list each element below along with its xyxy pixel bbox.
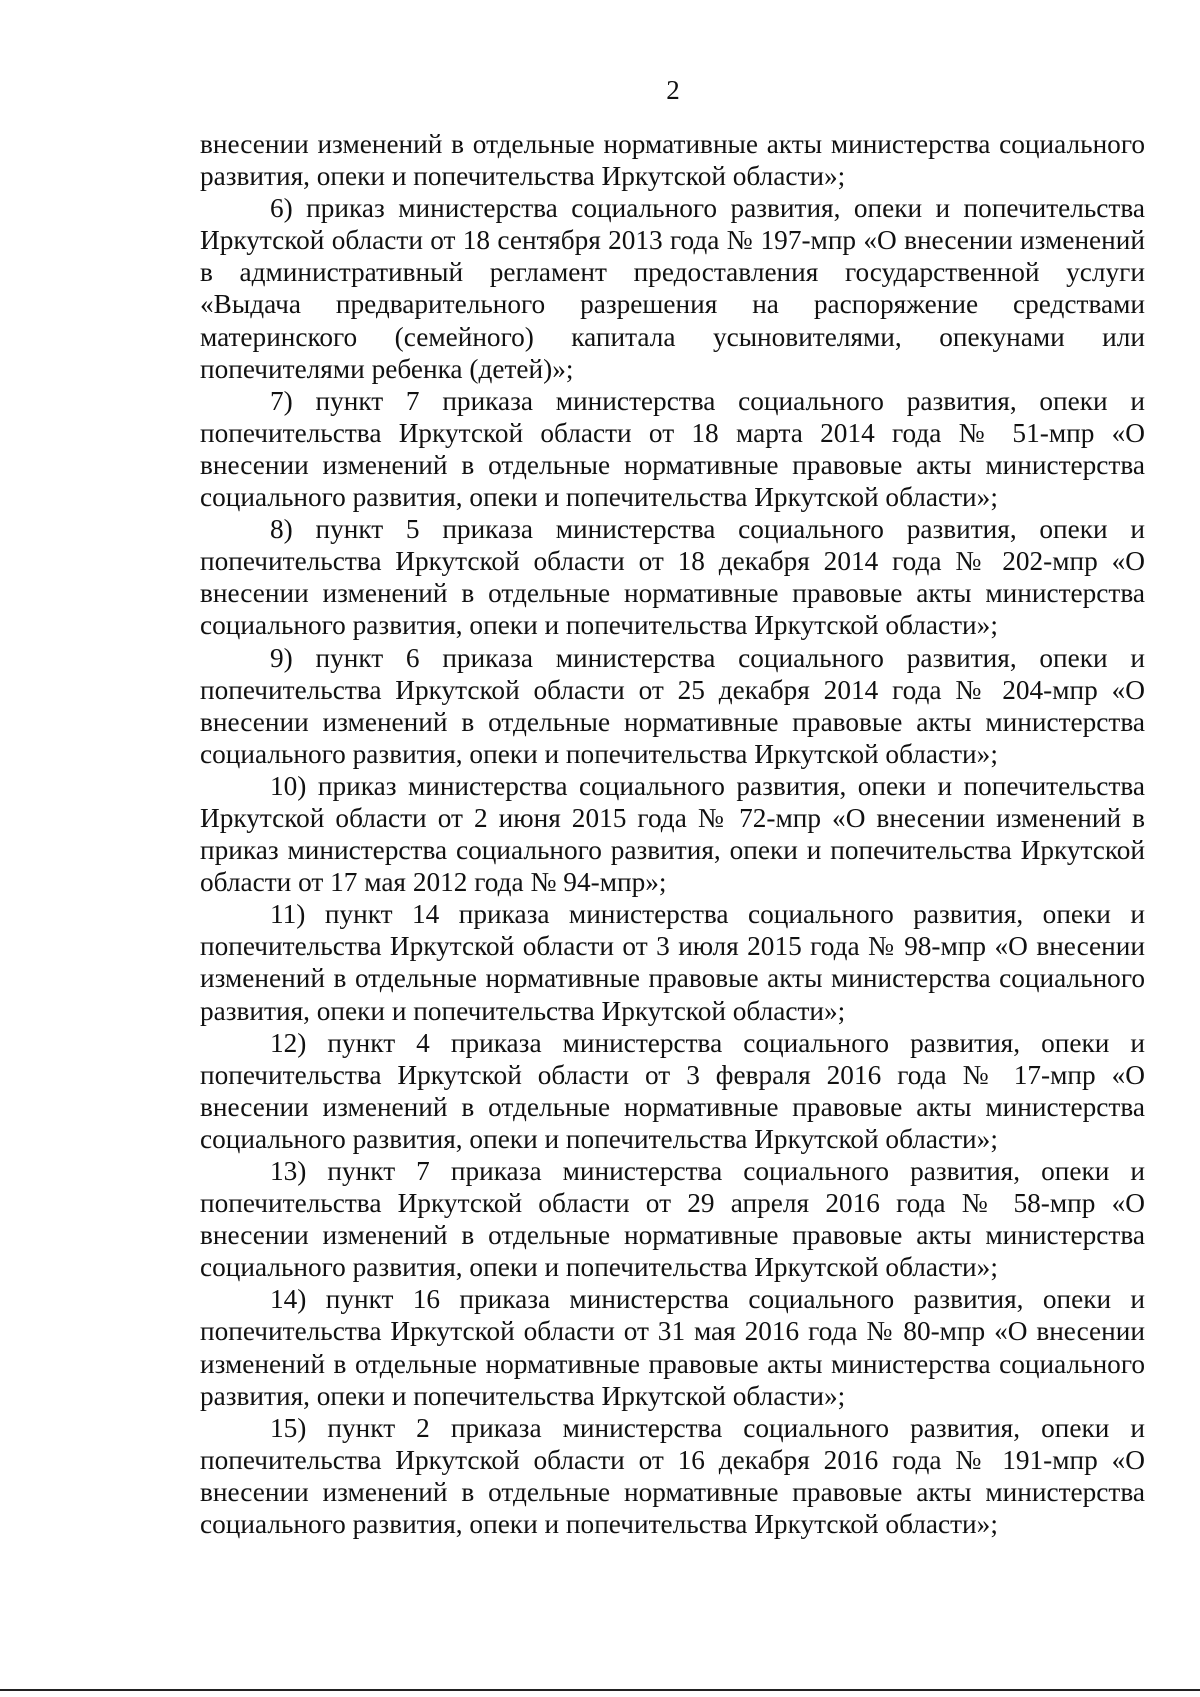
paragraph-continued: внесении изменений в отдельные нормативные акты министерства социального развития, опеки и попечительства Иркутской области»; bbox=[200, 129, 1145, 192]
document-body bbox=[200, 128, 1145, 1540]
bottom-scan-edge bbox=[0, 1689, 1200, 1691]
list-item-7: 7) пункт 7 приказа министерства социального развития, опеки и попечительства Иркутской области от 18 марта 2014 года № 51-мпр «О внесении изменений в отдельные нормативные правовые акты министерства социального развития, опеки и попечительства Иркутской области»; bbox=[200, 385, 1145, 513]
list-item-10: 10) приказ министерства социального развития, опеки и попечительства Иркутской области от 2 июня 2015 года № 72-мпр «О внесении изменений в приказ министерства социального развития, опеки и попечительства Иркутской области от 17 мая 2012 года № 94-мпр»; bbox=[200, 770, 1145, 898]
list-item-14: 14) пункт 16 приказа министерства социального развития, опеки и попечительства Иркутской области от 31 мая 2016 года № 80-мпр «О внесении изменений в отдельные нормативные правовые акты министерства социального развития, опеки и попечительства Иркутской области»; bbox=[200, 1284, 1145, 1411]
list-item-6: 6) приказ министерства социального развития, опеки и попечительства Иркутской области от 18 сентября 2013 года № 197-мпр «О внесении изменений в административный регламент предоставления государственной услуги «Выдача предварительного разрешения на распоряжение средствами материнского (семейного) капитала усыновителями, опекунами или попечителями ребенка (детей)»; bbox=[200, 193, 1145, 384]
list-item-12: 12) пункт 4 приказа министерства социального развития, опеки и попечительства Иркутской области от 3 февраля 2016 года № 17-мпр «О внесении изменений в отдельные нормативные правовые акты министерства социального развития, опеки и попечительства Иркутской области»; bbox=[200, 1027, 1145, 1154]
list-item-9: 9) пункт 6 приказа министерства социального развития, опеки и попечительства Иркутской области от 25 декабря 2014 года № 204-мпр «О внесении изменений в отдельные нормативные правовые акты министерства социального развития, опеки и попечительства Иркутской области»; bbox=[200, 642, 1145, 769]
list-item-11: 11) пункт 14 приказа министерства социального развития, опеки и попечительства Иркутской области от 3 июля 2015 года № 98-мпр «О внесении изменений в отдельные нормативные правовые акты министерства социального развития, опеки и попечительства Иркутской области»; bbox=[200, 899, 1145, 1026]
list-item-15: 15) пункт 2 приказа министерства социального развития, опеки и попечительства Иркутской области от 16 декабря 2016 года № 191-мпр «О внесении изменений в отдельные нормативные правовые акты министерства социального развития, опеки и попечительства Иркутской области»; bbox=[200, 1412, 1145, 1540]
list-item-8: 8) пункт 5 приказа министерства социального развития, опеки и попечительства Иркутской области от 18 декабря 2014 года № 202-мпр «О внесении изменений в отдельные нормативные правовые акты министерства социального развития, опеки и попечительства Иркутской области»; bbox=[200, 514, 1145, 641]
list-item-13: 13) пункт 7 приказа министерства социального развития, опеки и попечительства Иркутской области от 29 апреля 2016 года № 58-мпр «О внесении изменений в отдельные нормативные правовые акты министерства социального развития, опеки и попечительства Иркутской области»; bbox=[200, 1156, 1145, 1283]
page-number: 2 bbox=[666, 75, 680, 105]
